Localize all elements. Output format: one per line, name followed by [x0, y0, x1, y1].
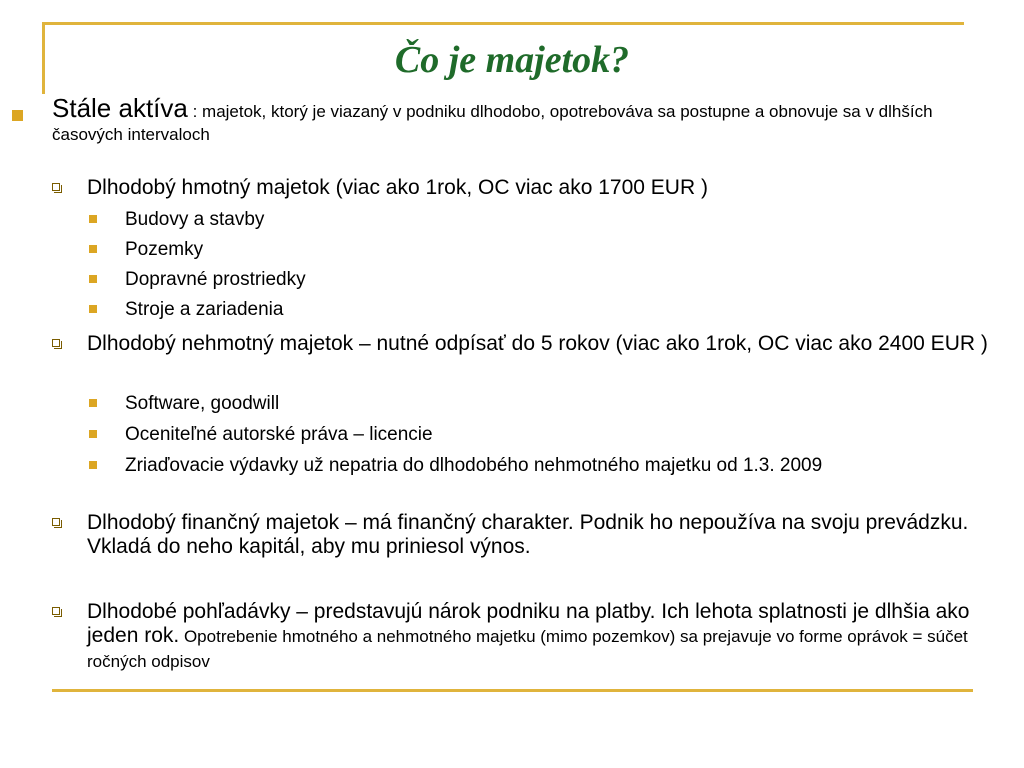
list-item-text: Pozemky [125, 239, 204, 260]
list-item-text: Zriaďovacie výdavky už nepatria do dlhodobého nehmotného majetku od 1.3. 2009 [125, 455, 823, 476]
checkbox-bullet-icon [52, 518, 60, 526]
square-bullet-icon [89, 305, 97, 313]
list-item [125, 423, 965, 446]
bullet-description: : majetok, ktorý je viazaný v podniku dlhodobo, opotrebováva sa postupne a obnovuje sa v dlhších časových intervaloch [52, 102, 933, 144]
group-dlhodoby-nehmotny [87, 332, 997, 356]
list-item [125, 392, 965, 415]
list-item-text: Oceniteľné autorské práva – licencie [125, 424, 433, 445]
group-text: Dlhodobý finančný majetok – má finančný charakter. Podnik ho nepoužíva na svoju prevádzku. Vkladá do neho kapitál, aby mu priniesol výnos. [87, 511, 969, 558]
bottom-border-line [52, 689, 973, 692]
square-bullet-icon [89, 245, 97, 253]
bullet-stale-aktiva [52, 93, 997, 146]
group-dlhodoby-hmotny [87, 176, 997, 200]
list-item [125, 454, 965, 477]
group-text: Dlhodobé pohľadávky – predstavujú nárok podniku na platby. Ich lehota splatnosti je dlhšia ako jeden rok. [87, 600, 970, 647]
list-item [125, 298, 965, 321]
list-item-text: Software, goodwill [125, 393, 280, 414]
list-item [125, 238, 965, 261]
group-text: Dlhodobý hmotný majetok (viac ako 1rok, OC viac ako 1700 EUR ) [87, 176, 708, 199]
square-bullet-icon [89, 215, 97, 223]
list-item [125, 208, 965, 231]
checkbox-bullet-icon [52, 607, 60, 615]
square-bullet-icon [89, 430, 97, 438]
list-item-text: Budovy a stavby [125, 209, 265, 230]
checkbox-bullet-icon [52, 183, 60, 191]
group-note: Opotrebenie hmotného a nehmotného majetku (mimo pozemkov) sa prejavuje vo forme oprávok = súčet ročných odpisov [87, 627, 968, 671]
group-dlhodobe-pohladavky [87, 600, 997, 674]
bullet-heading: Stále aktíva [52, 93, 188, 123]
top-border-line [42, 22, 964, 25]
group-dlhodoby-financny [87, 511, 997, 559]
list-item [125, 268, 965, 291]
list-item-text: Stroje a zariadenia [125, 299, 284, 320]
square-bullet-icon [89, 275, 97, 283]
square-bullet-icon [12, 110, 23, 121]
checkbox-bullet-icon [52, 339, 60, 347]
group-text: Dlhodobý nehmotný majetok – nutné odpísať do 5 rokov (viac ako 1rok, OC viac ako 2400 EUR ) [87, 332, 988, 355]
list-item-text: Dopravné prostriedky [125, 269, 306, 290]
square-bullet-icon [89, 461, 97, 469]
slide-title: Čo je majetok? [394, 39, 630, 81]
square-bullet-icon [89, 399, 97, 407]
